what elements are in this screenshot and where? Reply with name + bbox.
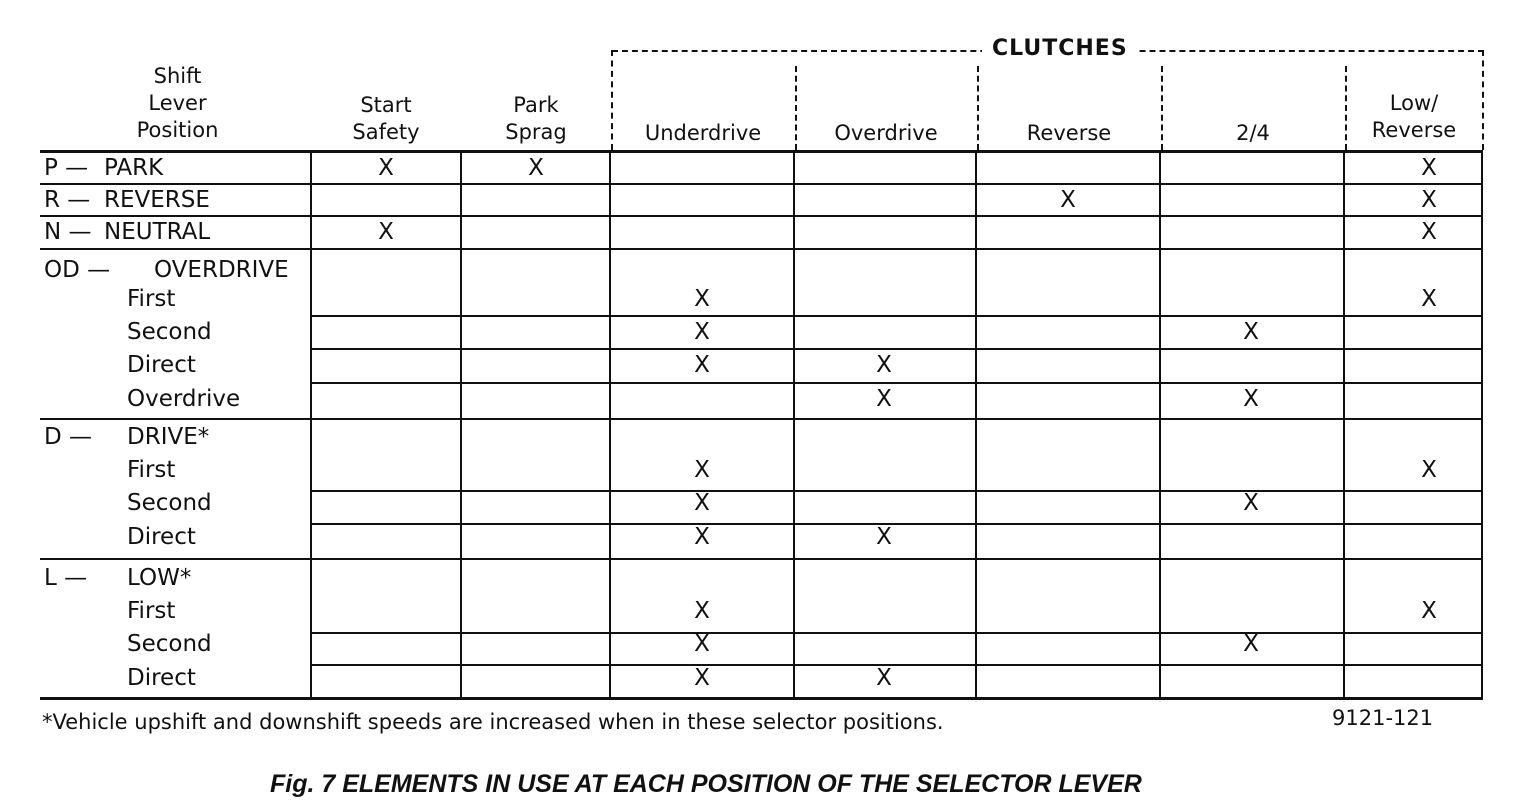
- header-low-reverse-line-2: Reverse: [1371, 118, 1457, 142]
- engaged-mark-underdrive: X: [694, 286, 710, 312]
- engaged-mark-underdrive: X: [694, 665, 710, 691]
- row-code: D —: [44, 424, 93, 450]
- row-gear-label: Direct: [127, 665, 196, 691]
- engaged-mark-low-reverse: X: [1421, 219, 1437, 245]
- engaged-mark-underdrive: X: [694, 457, 710, 483]
- row-gear-label: Direct: [127, 524, 196, 550]
- engaged-mark-start-safety: X: [378, 155, 394, 181]
- row-code: OD —: [44, 257, 111, 283]
- row-gear-label: First: [127, 457, 176, 483]
- row-gear-label: First: [127, 286, 176, 312]
- header-start-safety-line-1: Start: [360, 93, 412, 117]
- engaged-mark-low-reverse: X: [1421, 286, 1437, 312]
- engaged-mark-low-reverse: X: [1421, 598, 1437, 624]
- row-code: P —: [44, 155, 89, 181]
- row-code: R —: [44, 187, 91, 213]
- engaged-mark-start-safety: X: [378, 219, 394, 245]
- engaged-mark-underdrive: X: [694, 598, 710, 624]
- row-rule-od-direct: [310, 382, 1483, 384]
- row-code: L —: [44, 565, 88, 591]
- engaged-mark-overdrive: X: [876, 352, 892, 378]
- engaged-mark-underdrive: X: [694, 490, 710, 516]
- col-rule-position: [310, 150, 312, 700]
- table-bottom-rule: [40, 697, 1483, 700]
- engaged-mark-park-sprag: X: [528, 155, 544, 181]
- header-position-line-1: Shift: [153, 64, 202, 88]
- row-position-name: LOW*: [127, 565, 192, 591]
- engaged-mark-low-reverse: X: [1421, 457, 1437, 483]
- header-two-four: 2/4: [1236, 121, 1270, 145]
- row-position-name: PARK: [104, 155, 164, 181]
- row-position-name: NEUTRAL: [104, 219, 211, 245]
- engaged-mark-reverse: X: [1060, 187, 1076, 213]
- row-rule-d-first: [310, 490, 1483, 492]
- header-position-line-3: Position: [136, 118, 219, 142]
- header-low-reverse: [1346, 90, 1482, 144]
- col-rule-reverse: [1159, 150, 1161, 700]
- engaged-mark-two-four: X: [1243, 386, 1259, 412]
- figure-number: 9121-121: [1332, 706, 1434, 730]
- engaged-mark-overdrive: X: [876, 524, 892, 550]
- row-rule-park: [40, 183, 1483, 185]
- header-start-safety: [312, 92, 460, 146]
- row-position-name: REVERSE: [104, 187, 210, 213]
- header-start-safety-line-2: Safety: [352, 120, 420, 144]
- header-park-sprag: [462, 92, 610, 146]
- row-gear-label: Second: [127, 631, 212, 657]
- engaged-mark-overdrive: X: [876, 386, 892, 412]
- row-gear-label: Direct: [127, 352, 196, 378]
- clutches-bracket-right: [1482, 50, 1484, 150]
- header-rule: [40, 150, 1483, 153]
- row-rule-neutral: [40, 248, 1483, 250]
- engaged-mark-underdrive: X: [694, 631, 710, 657]
- row-position-name: OVERDRIVE: [154, 257, 289, 283]
- col-rule-two-four: [1343, 150, 1345, 700]
- col-rule-underdrive: [793, 150, 795, 700]
- engaged-mark-overdrive: X: [876, 665, 892, 691]
- engaged-mark-underdrive: X: [694, 319, 710, 345]
- row-rule-l-first: [310, 632, 1483, 634]
- row-rule-od-second: [310, 348, 1483, 350]
- engaged-mark-two-four: X: [1243, 319, 1259, 345]
- engaged-mark-two-four: X: [1243, 631, 1259, 657]
- engaged-mark-low-reverse: X: [1421, 155, 1437, 181]
- engaged-mark-underdrive: X: [694, 524, 710, 550]
- row-rule-d-group: [40, 558, 1483, 560]
- header-position-line-2: Lever: [148, 91, 207, 115]
- row-gear-label: Overdrive: [127, 386, 241, 412]
- engaged-mark-underdrive: X: [694, 352, 710, 378]
- engaged-mark-two-four: X: [1243, 490, 1259, 516]
- figure-caption: Fig. 7 ELEMENTS IN USE AT EACH POSITION OF THE SELECTOR LEVER: [270, 770, 1142, 798]
- header-park-sprag-line-2: Sprag: [505, 120, 567, 144]
- col-rule-right: [1481, 150, 1483, 700]
- row-code: N —: [44, 219, 92, 245]
- row-gear-label: Second: [127, 319, 212, 345]
- header-park-sprag-line-1: Park: [513, 93, 559, 117]
- header-low-reverse-line-1: Low/: [1389, 91, 1439, 115]
- header-overdrive: Overdrive: [834, 121, 938, 145]
- header-shift-lever-position: [100, 63, 255, 144]
- clutches-group-header: CLUTCHES: [982, 36, 1138, 61]
- header-reverse: Reverse: [1026, 121, 1112, 145]
- row-rule-od-group: [40, 418, 1483, 420]
- col-rule-start-safety: [460, 150, 462, 700]
- row-gear-label: First: [127, 598, 176, 624]
- col-rule-park-sprag: [609, 150, 611, 700]
- row-rule-reverse: [40, 215, 1483, 217]
- row-gear-label: Second: [127, 490, 212, 516]
- header-underdrive: Underdrive: [644, 121, 762, 145]
- row-rule-od-first: [310, 315, 1483, 317]
- row-position-name: DRIVE*: [127, 424, 210, 450]
- col-rule-overdrive: [975, 150, 977, 700]
- footnote: *Vehicle upshift and downshift speeds are increased when in these selector positions.: [42, 710, 944, 734]
- engaged-mark-low-reverse: X: [1421, 187, 1437, 213]
